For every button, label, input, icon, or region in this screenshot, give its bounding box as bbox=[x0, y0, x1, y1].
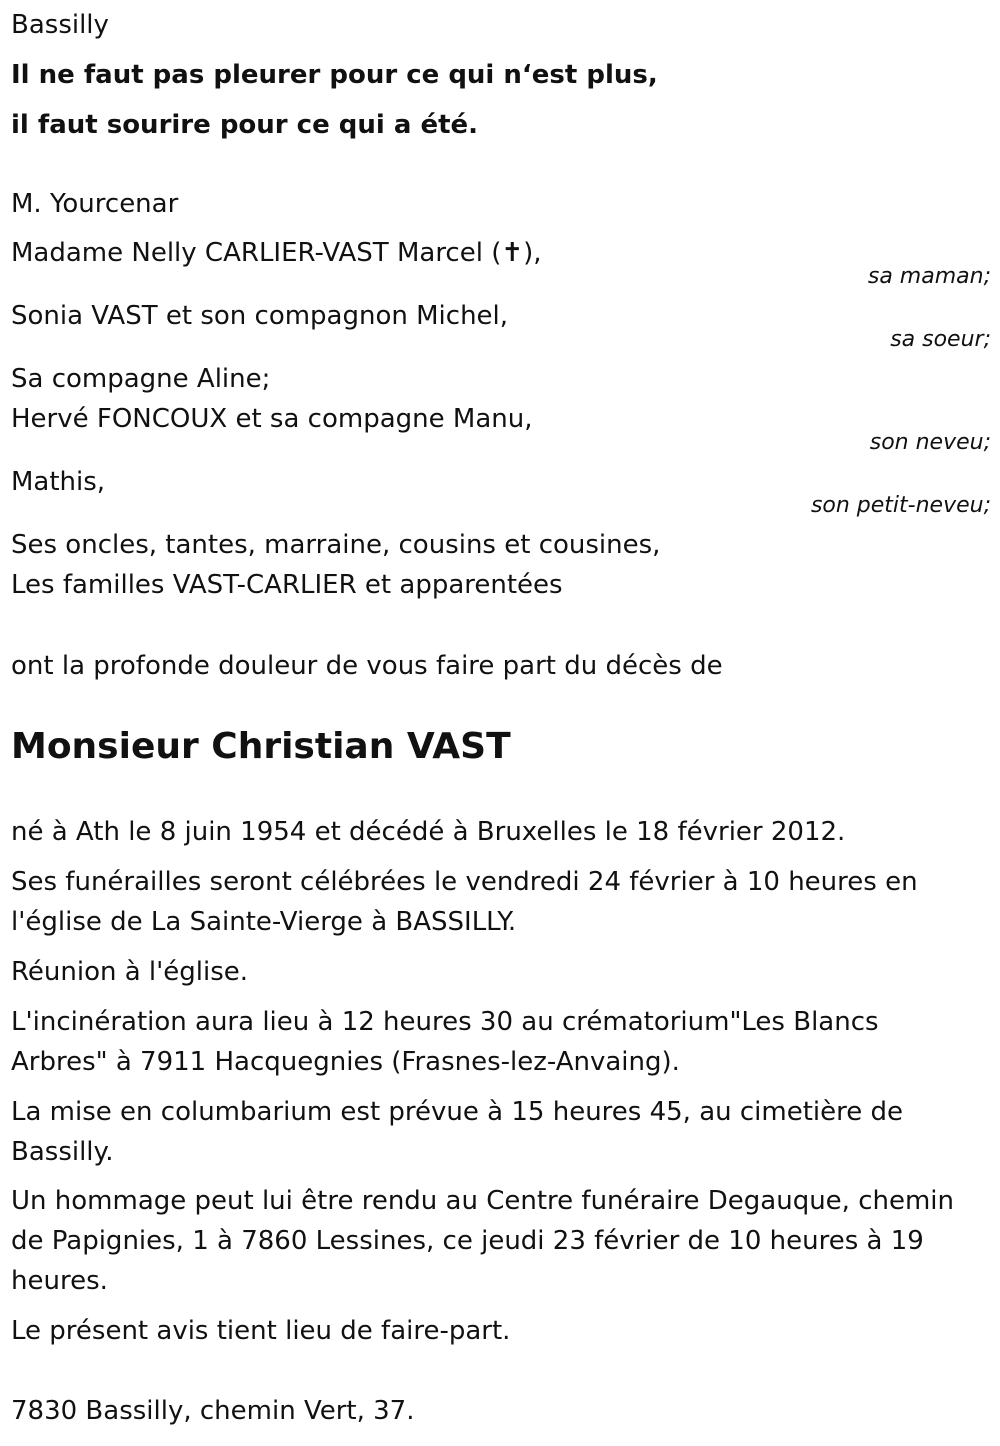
tribute-line-1: Un hommage peut lui être rendu au Centre funéraire Degauque, chemin bbox=[11, 1186, 954, 1216]
tribute-line-2: de Papignies, 1 à 7860 Lessines, ce jeudi 23 février de 10 heures à 19 bbox=[11, 1226, 924, 1256]
family-nephew-role: son neveu; bbox=[869, 430, 991, 455]
cremation-line-1: L'incinération aura lieu à 12 heures 30 au crématorium"Les Blancs bbox=[11, 1007, 879, 1037]
quote-line-1: Il ne faut pas pleurer pour ce qui n‘est plus, bbox=[11, 60, 658, 90]
quote-author: M. Yourcenar bbox=[11, 189, 179, 219]
family-relatives: Ses oncles, tantes, marraine, cousins et cousines, bbox=[11, 530, 661, 560]
funeral-line-1: Ses funérailles seront célébrées le vendredi 24 février à 10 heures en bbox=[11, 867, 918, 897]
family-sister: Sonia VAST et son compagnon Michel, bbox=[11, 301, 509, 331]
funeral-line-2: l'église de La Sainte-Vierge à BASSILLY. bbox=[11, 907, 517, 937]
deceased-name: Monsieur Christian VAST bbox=[11, 726, 511, 767]
obituary-notice bbox=[11, 0, 991, 1446]
cremation-line-2: Arbres" à 7911 Hacquegnies (Frasnes-lez-Anvaing). bbox=[11, 1047, 680, 1077]
reunion-line: Réunion à l'église. bbox=[11, 957, 249, 987]
announcement-intro: ont la profonde douleur de vous faire part du décès de bbox=[11, 651, 723, 681]
birth-death-line: né à Ath le 8 juin 1954 et décédé à Bruxelles le 18 février 2012. bbox=[11, 817, 846, 847]
columbarium-line-2: Bassilly. bbox=[11, 1137, 114, 1167]
family-mother: Madame Nelly CARLIER-VAST Marcel (✝), bbox=[11, 238, 542, 268]
family-grandnephew: Mathis, bbox=[11, 467, 106, 497]
family-partner: Sa compagne Aline; bbox=[11, 364, 271, 394]
family-nephew: Hervé FONCOUX et sa compagne Manu, bbox=[11, 404, 533, 434]
columbarium-line-1: La mise en columbarium est prévue à 15 heures 45, au cimetière de bbox=[11, 1097, 904, 1127]
tribute-line-3: heures. bbox=[11, 1266, 108, 1296]
place-heading: Bassilly bbox=[11, 10, 109, 40]
quote-line-2: il faut sourire pour ce qui a été. bbox=[11, 110, 479, 140]
address-line: 7830 Bassilly, chemin Vert, 37. bbox=[11, 1396, 415, 1426]
family-mother-role: sa maman; bbox=[867, 264, 991, 289]
notice-line: Le présent avis tient lieu de faire-part. bbox=[11, 1316, 511, 1346]
family-families: Les familles VAST-CARLIER et apparentées bbox=[11, 570, 563, 600]
family-sister-role: sa soeur; bbox=[890, 327, 991, 352]
family-grandnephew-role: son petit-neveu; bbox=[810, 493, 991, 518]
